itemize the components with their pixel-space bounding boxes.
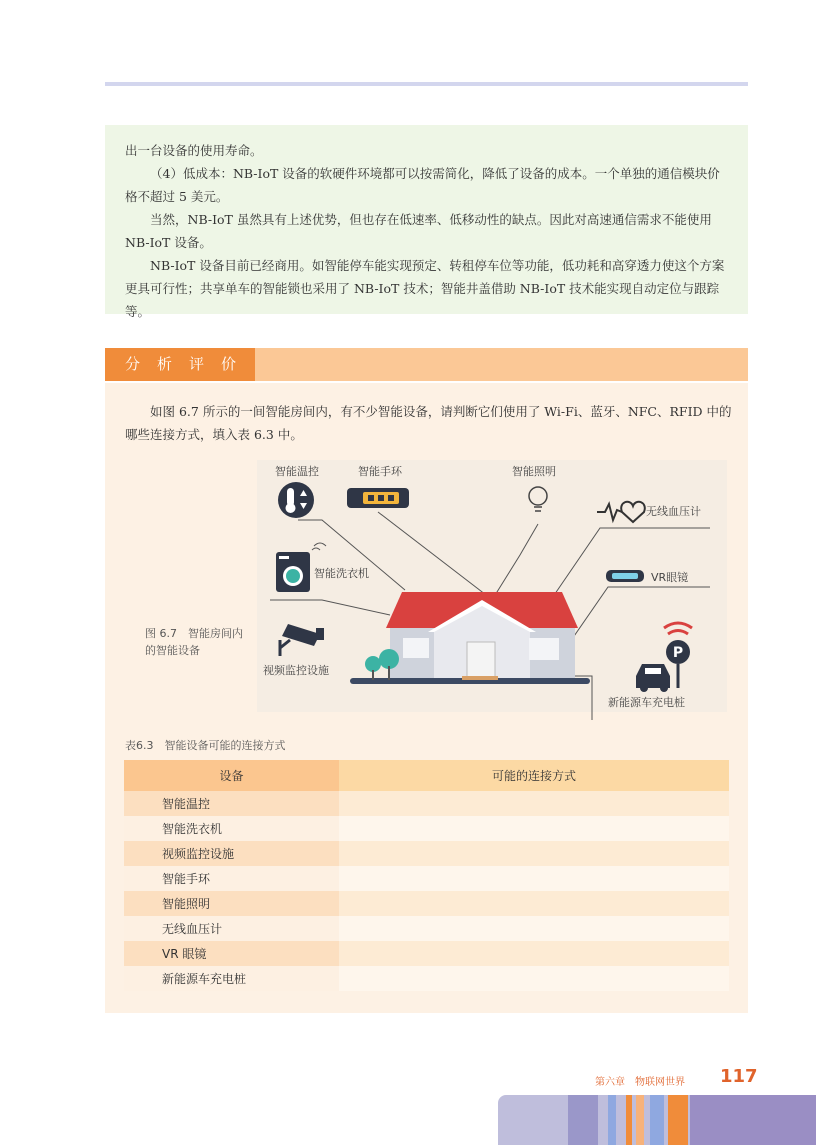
label-charger: 新能源车充电桩	[608, 696, 685, 709]
device-cell: 智能温控	[124, 791, 339, 816]
device-cell: 无线血压计	[124, 916, 339, 941]
device-cell: 智能手环	[124, 866, 339, 891]
table-row	[124, 891, 729, 916]
table-row	[124, 816, 729, 841]
footer-stripe	[690, 1095, 816, 1145]
vr-headset-icon	[606, 570, 644, 582]
reading-paragraph-1: 出一台设备的使用寿命。	[125, 143, 263, 158]
footer-stripe	[568, 1095, 598, 1145]
label-camera: 视频监控设施	[263, 664, 329, 677]
intro-text: 如图 6.7 所示的一间智能房间内，有不少智能设备，请判断它们使用了 Wi-Fi、蓝牙、NFC、RFID 中的哪些连接方式，填入表 6.3 中。	[125, 404, 732, 442]
connection-table	[124, 760, 729, 991]
footer-stripe	[650, 1095, 664, 1145]
connection-cell[interactable]	[339, 816, 729, 841]
doormat	[462, 676, 498, 680]
device-cell: VR 眼镜	[124, 941, 339, 966]
table-row	[124, 791, 729, 816]
light-bulb-icon	[529, 487, 547, 511]
connection-cell[interactable]	[339, 941, 729, 966]
parking-sign-letter: P	[672, 645, 684, 661]
footer-stripe	[668, 1095, 688, 1145]
house-window-left	[403, 638, 429, 658]
thermostat-icon	[278, 482, 314, 518]
house-door	[467, 642, 495, 678]
device-cell: 新能源车充电桩	[124, 966, 339, 991]
table-header-device: 设备	[124, 760, 339, 791]
device-cell: 智能洗衣机	[124, 816, 339, 841]
heart-pulse-icon	[597, 502, 645, 522]
footer-stripe	[626, 1095, 632, 1145]
table-header-connection: 可能的连接方式	[339, 760, 729, 791]
charging-station-icon	[636, 623, 692, 692]
leader-line-blood-pressure	[548, 528, 710, 604]
house-window-right	[529, 638, 559, 660]
reading-paragraph-4: NB-IoT 设备目前已经商用。如智能停车能实现预定、转租停车位等功能，低功耗和高穿透力使这个方案更具可行性；共享单车的智能锁也采用了 NB-IoT 技术；智能井盖借助 NB-IoT 技术能实现自动定位与跟踪等。	[125, 258, 725, 319]
reading-paragraph-3: 当然，NB-IoT 虽然具有上述优势，但也存在低速率、低移动性的缺点。因此对高速通信需求不能使用 NB-IoT 设备。	[125, 212, 712, 250]
connection-cell[interactable]	[339, 866, 729, 891]
page-number: 117	[720, 1066, 758, 1087]
tree-small	[365, 656, 381, 672]
connection-cell[interactable]	[339, 841, 729, 866]
table-row	[124, 841, 729, 866]
leader-line-bracelet	[378, 512, 490, 598]
section-title: 分析评价	[105, 348, 255, 381]
label-bracelet: 智能手环	[358, 465, 402, 478]
device-cell: 视频监控设施	[124, 841, 339, 866]
connection-cell[interactable]	[339, 966, 729, 991]
chapter-label: 第六章 物联网世界	[595, 1077, 685, 1088]
leader-line-lighting	[492, 524, 538, 600]
table-row	[124, 866, 729, 891]
table-row	[124, 966, 729, 991]
label-washer: 智能洗衣机	[314, 567, 369, 580]
reading-paragraph-2: （4）低成本：NB-IoT 设备的软硬件环境都可以按需简化，降低了设备的成本。一个单独的通信模块价格不超过 5 美元。	[125, 166, 720, 204]
footer-stripe	[636, 1095, 644, 1145]
connection-cell[interactable]	[339, 916, 729, 941]
bracelet-icon	[347, 488, 409, 508]
label-blood-pressure: 无线血压计	[646, 505, 701, 518]
footer-stripe	[608, 1095, 616, 1145]
label-thermostat: 智能温控	[275, 465, 319, 478]
leader-line-washer	[270, 600, 390, 615]
table-row	[124, 916, 729, 941]
table-row	[124, 941, 729, 966]
device-cell: 智能照明	[124, 891, 339, 916]
connection-cell[interactable]	[339, 891, 729, 916]
table-caption: 表6.3 智能设备可能的连接方式	[125, 739, 286, 752]
label-vr: VR眼镜	[651, 571, 689, 584]
security-camera-icon	[280, 624, 324, 656]
label-lighting: 智能照明	[512, 465, 556, 478]
connection-cell[interactable]	[339, 791, 729, 816]
figure-caption: 图 6.7 智能房间内的智能设备	[145, 627, 243, 657]
